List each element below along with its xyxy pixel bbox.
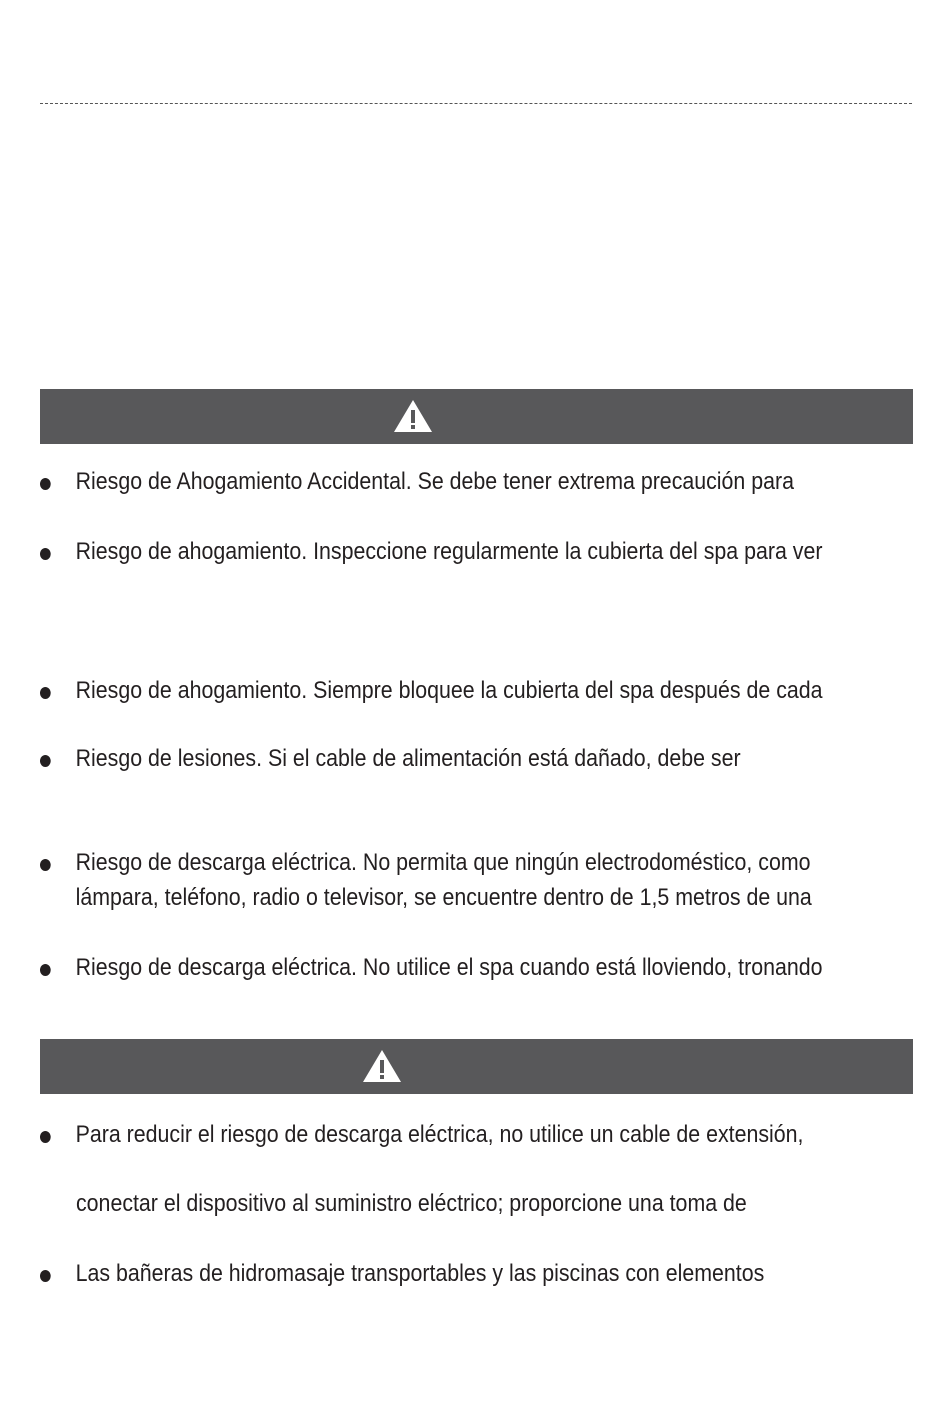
- list-item-continuation: conectar el dispositivo al suministro eléctrico; proporcione una toma de: [76, 1190, 747, 1217]
- bullet-icon: [40, 478, 51, 490]
- list-item-text: Para reducir el riesgo de descarga eléctrica, no utilice un cable de extensión,: [75, 1121, 804, 1148]
- warning-banner-2: [40, 1039, 913, 1094]
- list-item-text: Riesgo de Ahogamiento Accidental. Se debe tener extrema precaución para: [75, 468, 794, 495]
- bullet-icon: [40, 755, 51, 767]
- bullet-icon: [40, 964, 51, 976]
- list-item-text: Las bañeras de hidromasaje transportables y las piscinas con elementos: [75, 1260, 765, 1287]
- bullet-icon: [40, 548, 51, 560]
- list-item-text: Riesgo de descarga eléctrica. No permita que ningún electrodoméstico, como: [75, 849, 811, 876]
- list-item-text: Riesgo de ahogamiento. Inspeccione regularmente la cubierta del spa para ver: [75, 538, 823, 565]
- bullet-icon: [40, 1131, 51, 1143]
- list-item-text: Riesgo de descarga eléctrica. No utilice el spa cuando está lloviendo, tronando: [75, 954, 823, 981]
- dashed-divider: [40, 103, 912, 104]
- list-item-text: Riesgo de ahogamiento. Siempre bloquee la cubierta del spa después de cada: [75, 677, 823, 704]
- list-item-text: Riesgo de lesiones. Si el cable de alimentación está dañado, debe ser: [75, 745, 741, 772]
- warning-banner-1: [40, 389, 913, 444]
- bullet-icon: [40, 687, 51, 699]
- bullet-icon: [40, 1270, 51, 1282]
- bullet-icon: [40, 859, 51, 871]
- list-item-text-line2: lámpara, teléfono, radio o televisor, se encuentre dentro de 1,5 metros de una: [75, 884, 812, 911]
- warning-triangle-icon: [362, 1049, 402, 1083]
- warning-triangle-icon: [393, 399, 433, 433]
